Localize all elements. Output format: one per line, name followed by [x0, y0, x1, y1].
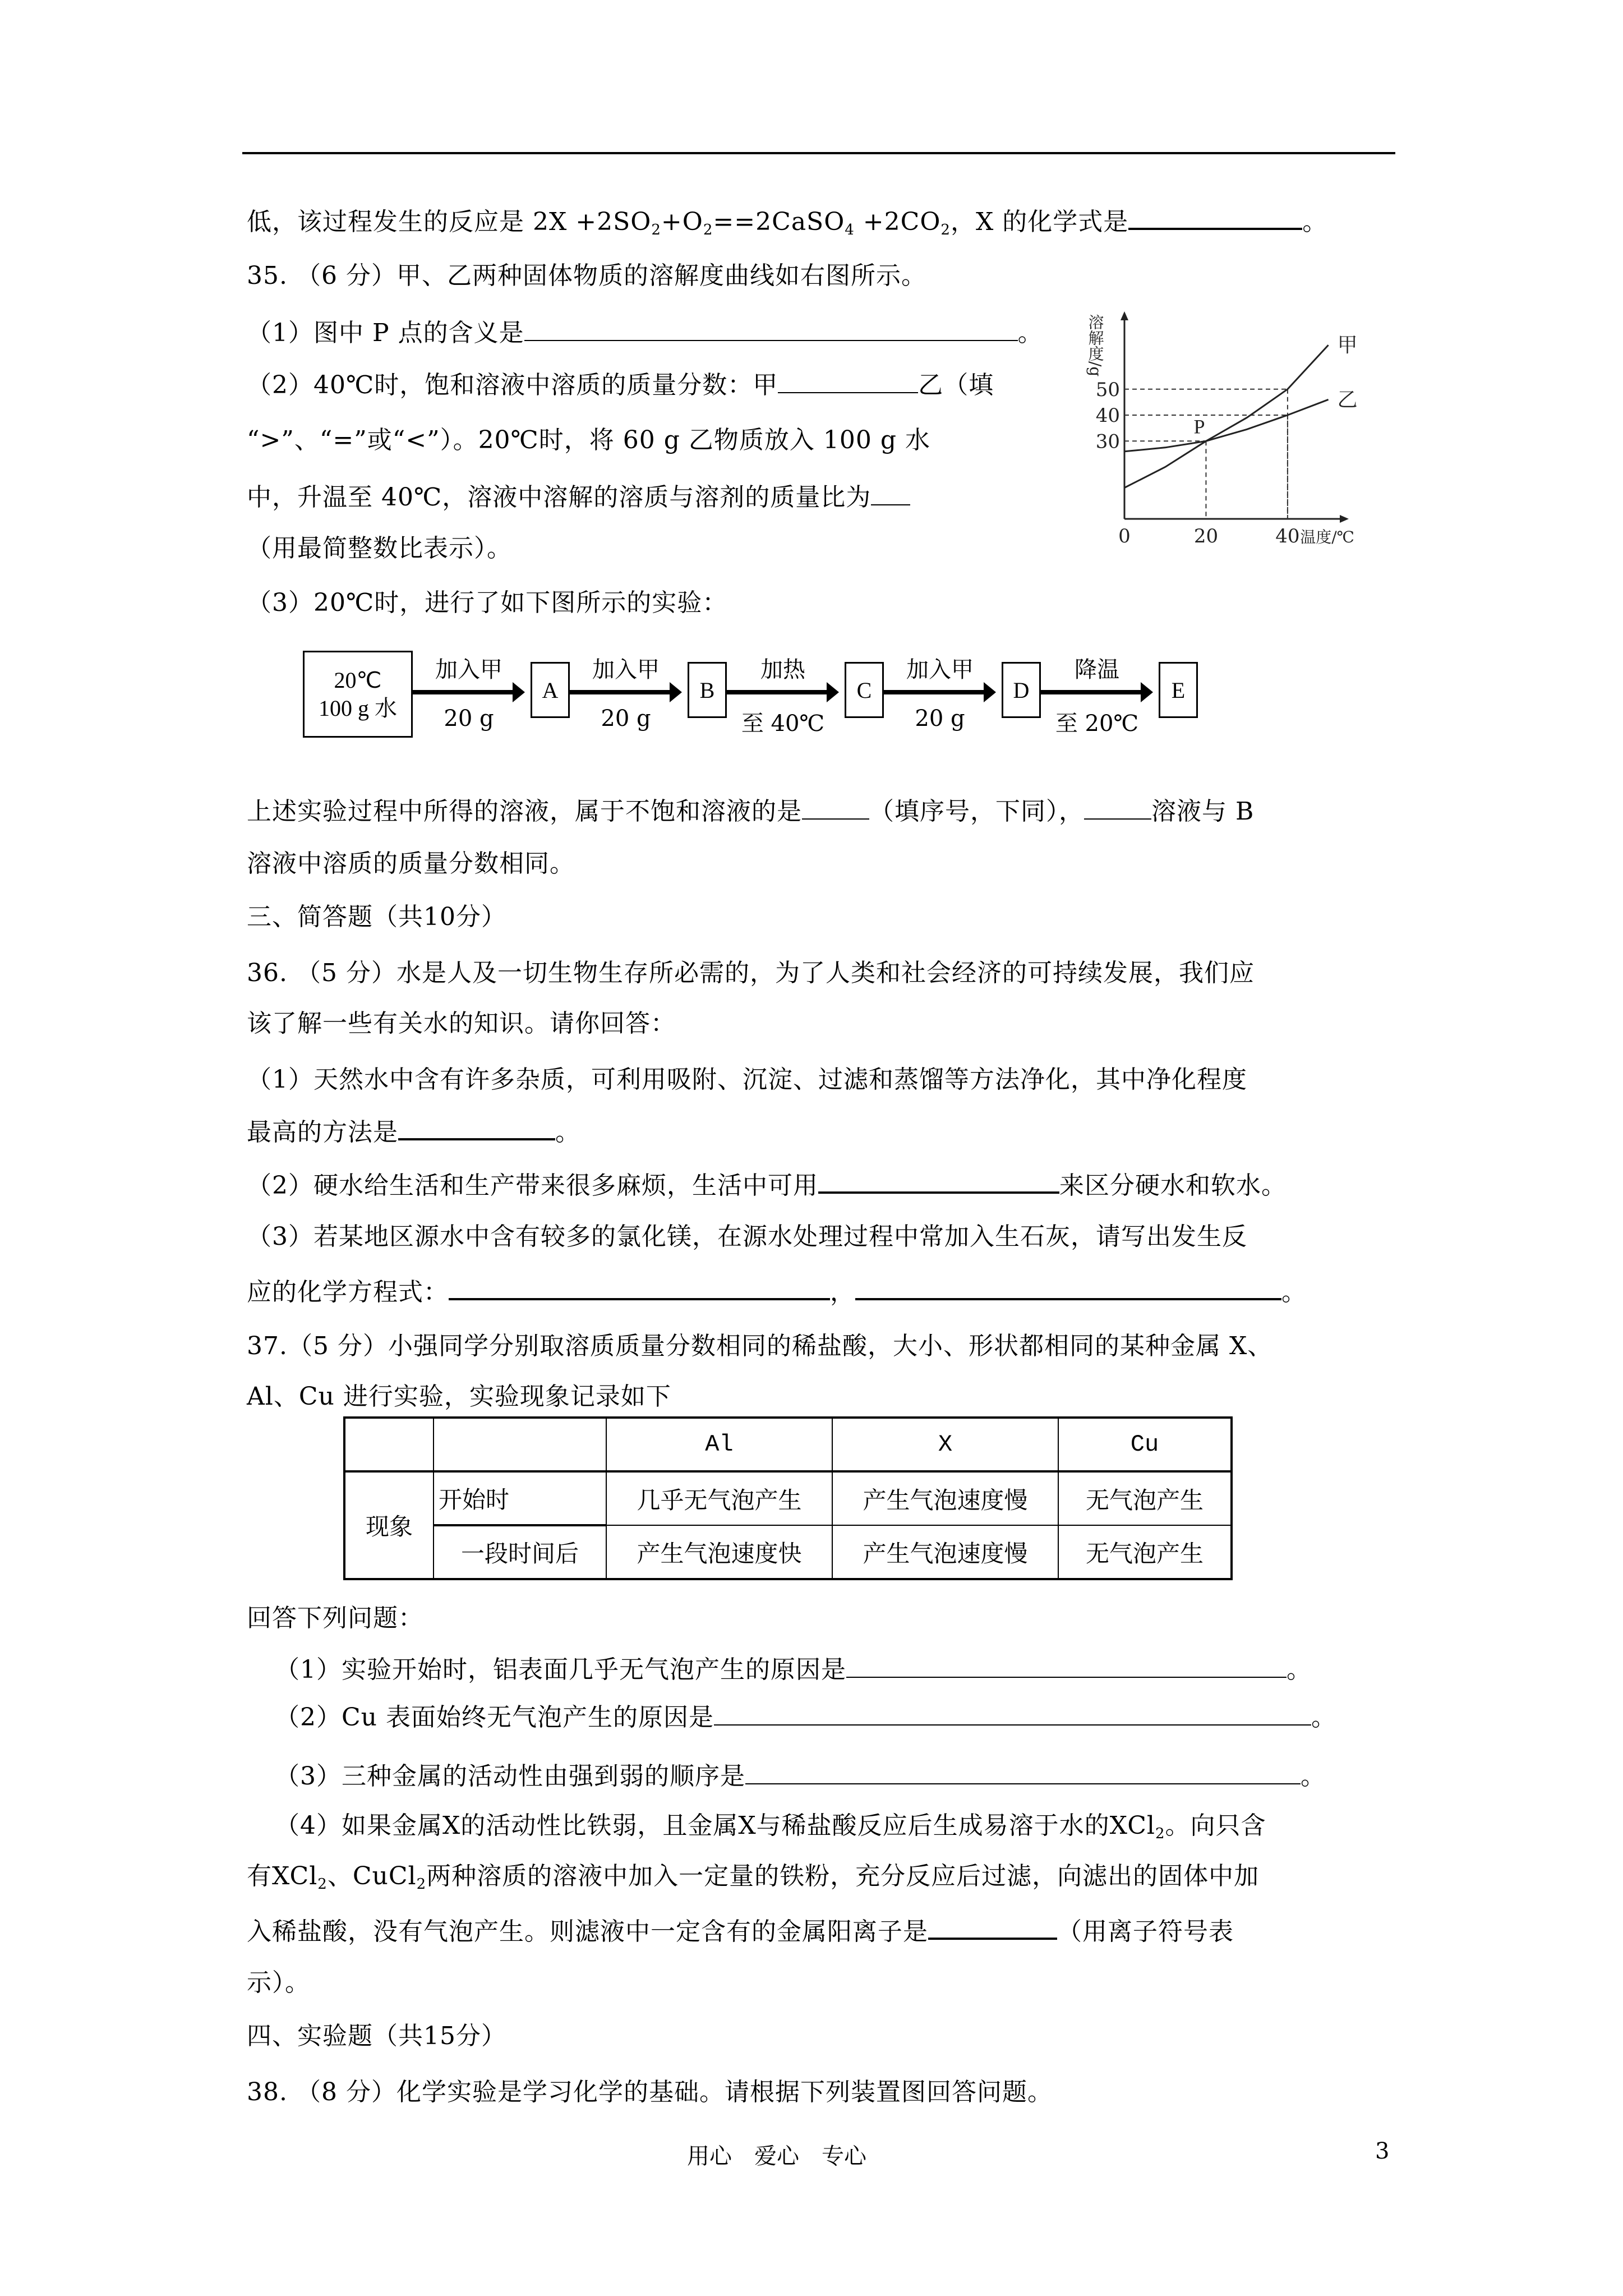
- y-tick-label: 50: [1095, 378, 1120, 401]
- q35-after-text: （填序号，下同），: [869, 797, 1084, 826]
- flow-start-box: [303, 651, 413, 738]
- start-temp: 20℃: [334, 667, 382, 693]
- flow-arrow: [1041, 690, 1143, 694]
- q37-p4-line1: [275, 1809, 1266, 1843]
- answer-blank[interactable]: [449, 1273, 830, 1300]
- flow-step-top-label: 加入甲: [592, 657, 660, 683]
- table-cell: 产生气泡速度慢: [832, 1471, 1058, 1525]
- series-line-乙: [1124, 399, 1329, 452]
- q35-after-text: 上述实验过程中所得的溶液，属于不饱和溶液的是: [247, 797, 802, 826]
- q37-text: 两种溶质的溶液中加入一定量的铁粉，充分反应后过滤，向滤出的固体中加: [426, 1862, 1260, 1890]
- answer-blank[interactable]: [524, 315, 1018, 341]
- q35-p1: [247, 315, 1043, 350]
- answer-blank[interactable]: [714, 1700, 1311, 1726]
- q37-text: （1）实验开始时，铝表面几乎无气泡产生的原因是: [275, 1655, 846, 1684]
- q37-p4-line4: 示）。: [247, 1968, 310, 1997]
- x-tick-label: 40: [1275, 525, 1300, 547]
- section4-title: 四、实验题（共15分）: [247, 2022, 506, 2050]
- table-header-row: [344, 1418, 1232, 1471]
- answer-blank[interactable]: [802, 794, 869, 820]
- table-header-cell: Cu: [1058, 1418, 1232, 1471]
- table-cell: 产生气泡速度快: [606, 1525, 832, 1579]
- flow-arrow: [413, 690, 515, 694]
- q37-p4-line2: [247, 1860, 1259, 1893]
- flow-step-bottom-label: 20 g: [444, 706, 494, 731]
- q37-text: 入稀盐酸，没有气泡产生。则滤液中一定含有的金属阳离子是: [247, 1917, 928, 1946]
- q35-p1-text: （1）图中 P 点的含义是: [247, 319, 524, 347]
- answer-blank[interactable]: [871, 480, 910, 505]
- flow-box-B: B: [688, 662, 727, 718]
- q35-p2-line2: “>”、“=”或“<”）。20℃时，将 60 g 乙物质放入 100 g 水: [247, 426, 930, 454]
- y-tick-label: 40: [1095, 404, 1120, 427]
- subscript: 2: [651, 222, 661, 238]
- q36-text: 应的化学方程式：: [247, 1278, 449, 1306]
- q36-p2: [247, 1167, 1287, 1203]
- q36-text: 来区分硬水和软水。: [1059, 1171, 1287, 1200]
- q35-p2-text: 中，升温至 40℃，溶液中溶解的溶质与溶剂的质量比为: [247, 483, 872, 512]
- q34-text: 。: [1302, 208, 1328, 236]
- q37-text: 。向只含: [1165, 1811, 1266, 1840]
- q38-stem: 38. （8 分）化学实验是学习化学的基础。请根据下列装置图回答问题。: [247, 2078, 1053, 2106]
- answer-blank[interactable]: [778, 367, 918, 393]
- flow-box-E: E: [1159, 662, 1198, 718]
- q35-after-line2: 溶液中溶质的质量分数相同。: [247, 849, 575, 878]
- table-cell: 几乎无气泡产生: [606, 1471, 832, 1525]
- q36-p1-line2: [247, 1114, 580, 1149]
- q34-text: ==2CaSO: [713, 208, 845, 236]
- q37-answer-prompt: 回答下列问题：: [247, 1604, 423, 1632]
- q36-text: 。: [1281, 1278, 1307, 1306]
- table-cell: 无气泡产生: [1058, 1525, 1232, 1579]
- q37-text: （3）三种金属的活动性由强到弱的顺序是: [275, 1762, 745, 1791]
- series-line-甲: [1124, 345, 1329, 487]
- q36-text: 。: [555, 1118, 580, 1147]
- footer-motto: 用心 爱心 专心: [687, 2143, 866, 2169]
- flow-step-bottom-label: 至 20℃: [1055, 711, 1139, 737]
- table-row-label: 开始时: [434, 1471, 606, 1525]
- x-axis-arrow: [1340, 515, 1349, 523]
- answer-blank[interactable]: [846, 1652, 1287, 1678]
- subscript: 2: [317, 1876, 328, 1893]
- answer-blank[interactable]: [1128, 203, 1302, 230]
- q37-text: 、CuCl: [327, 1862, 417, 1890]
- q35-p3: （3）20℃时，进行了如下图所示的实验：: [247, 588, 728, 617]
- flow-step-bottom-label: 20 g: [915, 706, 965, 731]
- point-label-P: P: [1193, 415, 1205, 438]
- table-row: [344, 1471, 1232, 1525]
- q37-text: 。: [1287, 1655, 1312, 1684]
- q35-p2-text: （2）40℃时，饱和溶液中溶质的质量分数：甲: [247, 371, 778, 399]
- subscript: 4: [845, 222, 855, 238]
- answer-blank[interactable]: [398, 1114, 555, 1140]
- q34-text: +O: [661, 208, 703, 236]
- table-header-cell: X: [832, 1418, 1058, 1471]
- flow-arrow: [570, 690, 672, 694]
- experiment-flow-diagram: [303, 651, 1396, 746]
- flow-step-top-label: 降温: [1075, 657, 1119, 683]
- q35-p2-line1: [247, 367, 994, 402]
- x-axis-label: 温度/℃: [1300, 528, 1354, 546]
- flow-arrow: [884, 690, 986, 694]
- q37-text: 有XCl: [247, 1862, 318, 1890]
- y-tick-label: 30: [1095, 430, 1120, 453]
- flow-arrow: [727, 690, 829, 694]
- q35-p1-end: 。: [1017, 319, 1043, 347]
- subscript: 2: [416, 1876, 427, 1893]
- table-cell: 产生气泡速度慢: [832, 1525, 1058, 1579]
- solubility-chart: [1086, 300, 1405, 553]
- y-axis-label: 溶解度/g: [1086, 314, 1105, 377]
- flow-step-bottom-label: 20 g: [601, 706, 651, 731]
- q36-p3-line2: [247, 1273, 1307, 1309]
- q37-p1: [275, 1652, 1312, 1687]
- subscript: 2: [703, 222, 713, 238]
- flow-step-top-label: 加入甲: [435, 657, 502, 683]
- q35-p2-line3: [247, 480, 910, 514]
- q34-text: +2CO: [854, 208, 941, 236]
- flow-step-bottom-label: 至 40℃: [741, 711, 825, 737]
- q34-text: ，X 的化学式是: [950, 208, 1129, 236]
- q36-text: 最高的方法是: [247, 1118, 398, 1147]
- q37-stem2: Al、Cu 进行实验，实验现象记录如下: [247, 1382, 671, 1411]
- observation-table: [343, 1416, 1233, 1580]
- q37-p3: [275, 1759, 1326, 1793]
- table-header-cell: [434, 1418, 606, 1471]
- table-row: [344, 1525, 1232, 1579]
- flow-box-A: A: [531, 662, 570, 718]
- q36-text: ，: [830, 1278, 855, 1306]
- q37-text: 。: [1311, 1703, 1336, 1732]
- q36-p3-line1: （3）若某地区源水中含有较多的氯化镁，在源水处理过程中常加入生石灰，请写出发生反: [247, 1222, 1247, 1251]
- q35-after-line1: [247, 794, 1254, 829]
- table-header-cell: [344, 1418, 434, 1471]
- q36-p1-line1: （1）天然水中含有许多杂质，可利用吸附、沉淀、过滤和蒸馏等方法净化，其中净化程度: [247, 1065, 1247, 1094]
- q36-stem2: 该了解一些有关水的知识。请你回答：: [247, 1009, 676, 1038]
- q36-text: （2）硬水给生活和生产带来很多麻烦，生活中可用: [247, 1171, 818, 1200]
- table-header-cell: Al: [606, 1418, 832, 1471]
- q35-after-text: 溶液与 B: [1151, 797, 1255, 826]
- q34-text: 低，该过程发生的反应是 2X +2SO: [247, 208, 652, 236]
- q37-text: （4）如果金属X的活动性比铁弱，且金属X与稀盐酸反应后生成易溶于水的XCl: [275, 1811, 1155, 1840]
- q35-p2-line4: （用最简整数比表示）。: [247, 534, 512, 563]
- table-group-label: 现象: [344, 1471, 434, 1579]
- subscript: 2: [940, 222, 951, 238]
- subscript: 2: [1155, 1825, 1165, 1842]
- q36-stem1: 36. （5 分）水是人及一切生物生存所必需的，为了人类和社会经济的可持续发展，我们应: [247, 959, 1255, 987]
- q35-p2-text: 乙（填: [918, 371, 994, 399]
- header-rule: [242, 152, 1395, 154]
- section3-title: 三、简答题（共10分）: [247, 903, 506, 931]
- y-axis-arrow: [1121, 311, 1128, 320]
- q37-stem1: 37.（5 分）小强同学分别取溶质质量分数相同的稀盐酸，大小、形状都相同的某种金属 X、: [247, 1332, 1273, 1360]
- answer-blank[interactable]: [745, 1759, 1301, 1784]
- q34-tail-line: [247, 203, 1327, 239]
- x-tick-label: 20: [1193, 525, 1219, 547]
- answer-blank[interactable]: [1084, 794, 1151, 820]
- series-label: 甲: [1337, 334, 1358, 357]
- start-water: 100 g 水: [319, 695, 397, 721]
- answer-blank[interactable]: [818, 1167, 1059, 1194]
- answer-blank[interactable]: [928, 1913, 1057, 1940]
- table-row-label: 一段时间后: [434, 1525, 606, 1579]
- q37-text: （用离子符号表: [1057, 1917, 1234, 1946]
- answer-blank[interactable]: [855, 1273, 1281, 1300]
- q37-p4-line3: [247, 1913, 1234, 1949]
- q37-text: （2）Cu 表面始终无气泡产生的原因是: [275, 1703, 714, 1732]
- series-label: 乙: [1337, 388, 1358, 412]
- flow-box-D: D: [1002, 662, 1041, 718]
- q35-stem: 35. （6 分）甲、乙两种固体物质的溶解度曲线如右图所示。: [247, 261, 926, 290]
- q37-p2: [275, 1700, 1336, 1734]
- x-tick-label: 0: [1118, 525, 1131, 547]
- q37-text: 。: [1301, 1762, 1326, 1791]
- page-number: 3: [1375, 2138, 1390, 2164]
- table-cell: 无气泡产生: [1058, 1471, 1232, 1525]
- flow-step-top-label: 加热: [760, 657, 805, 683]
- flow-box-C: C: [845, 662, 884, 718]
- flow-step-top-label: 加入甲: [906, 657, 974, 683]
